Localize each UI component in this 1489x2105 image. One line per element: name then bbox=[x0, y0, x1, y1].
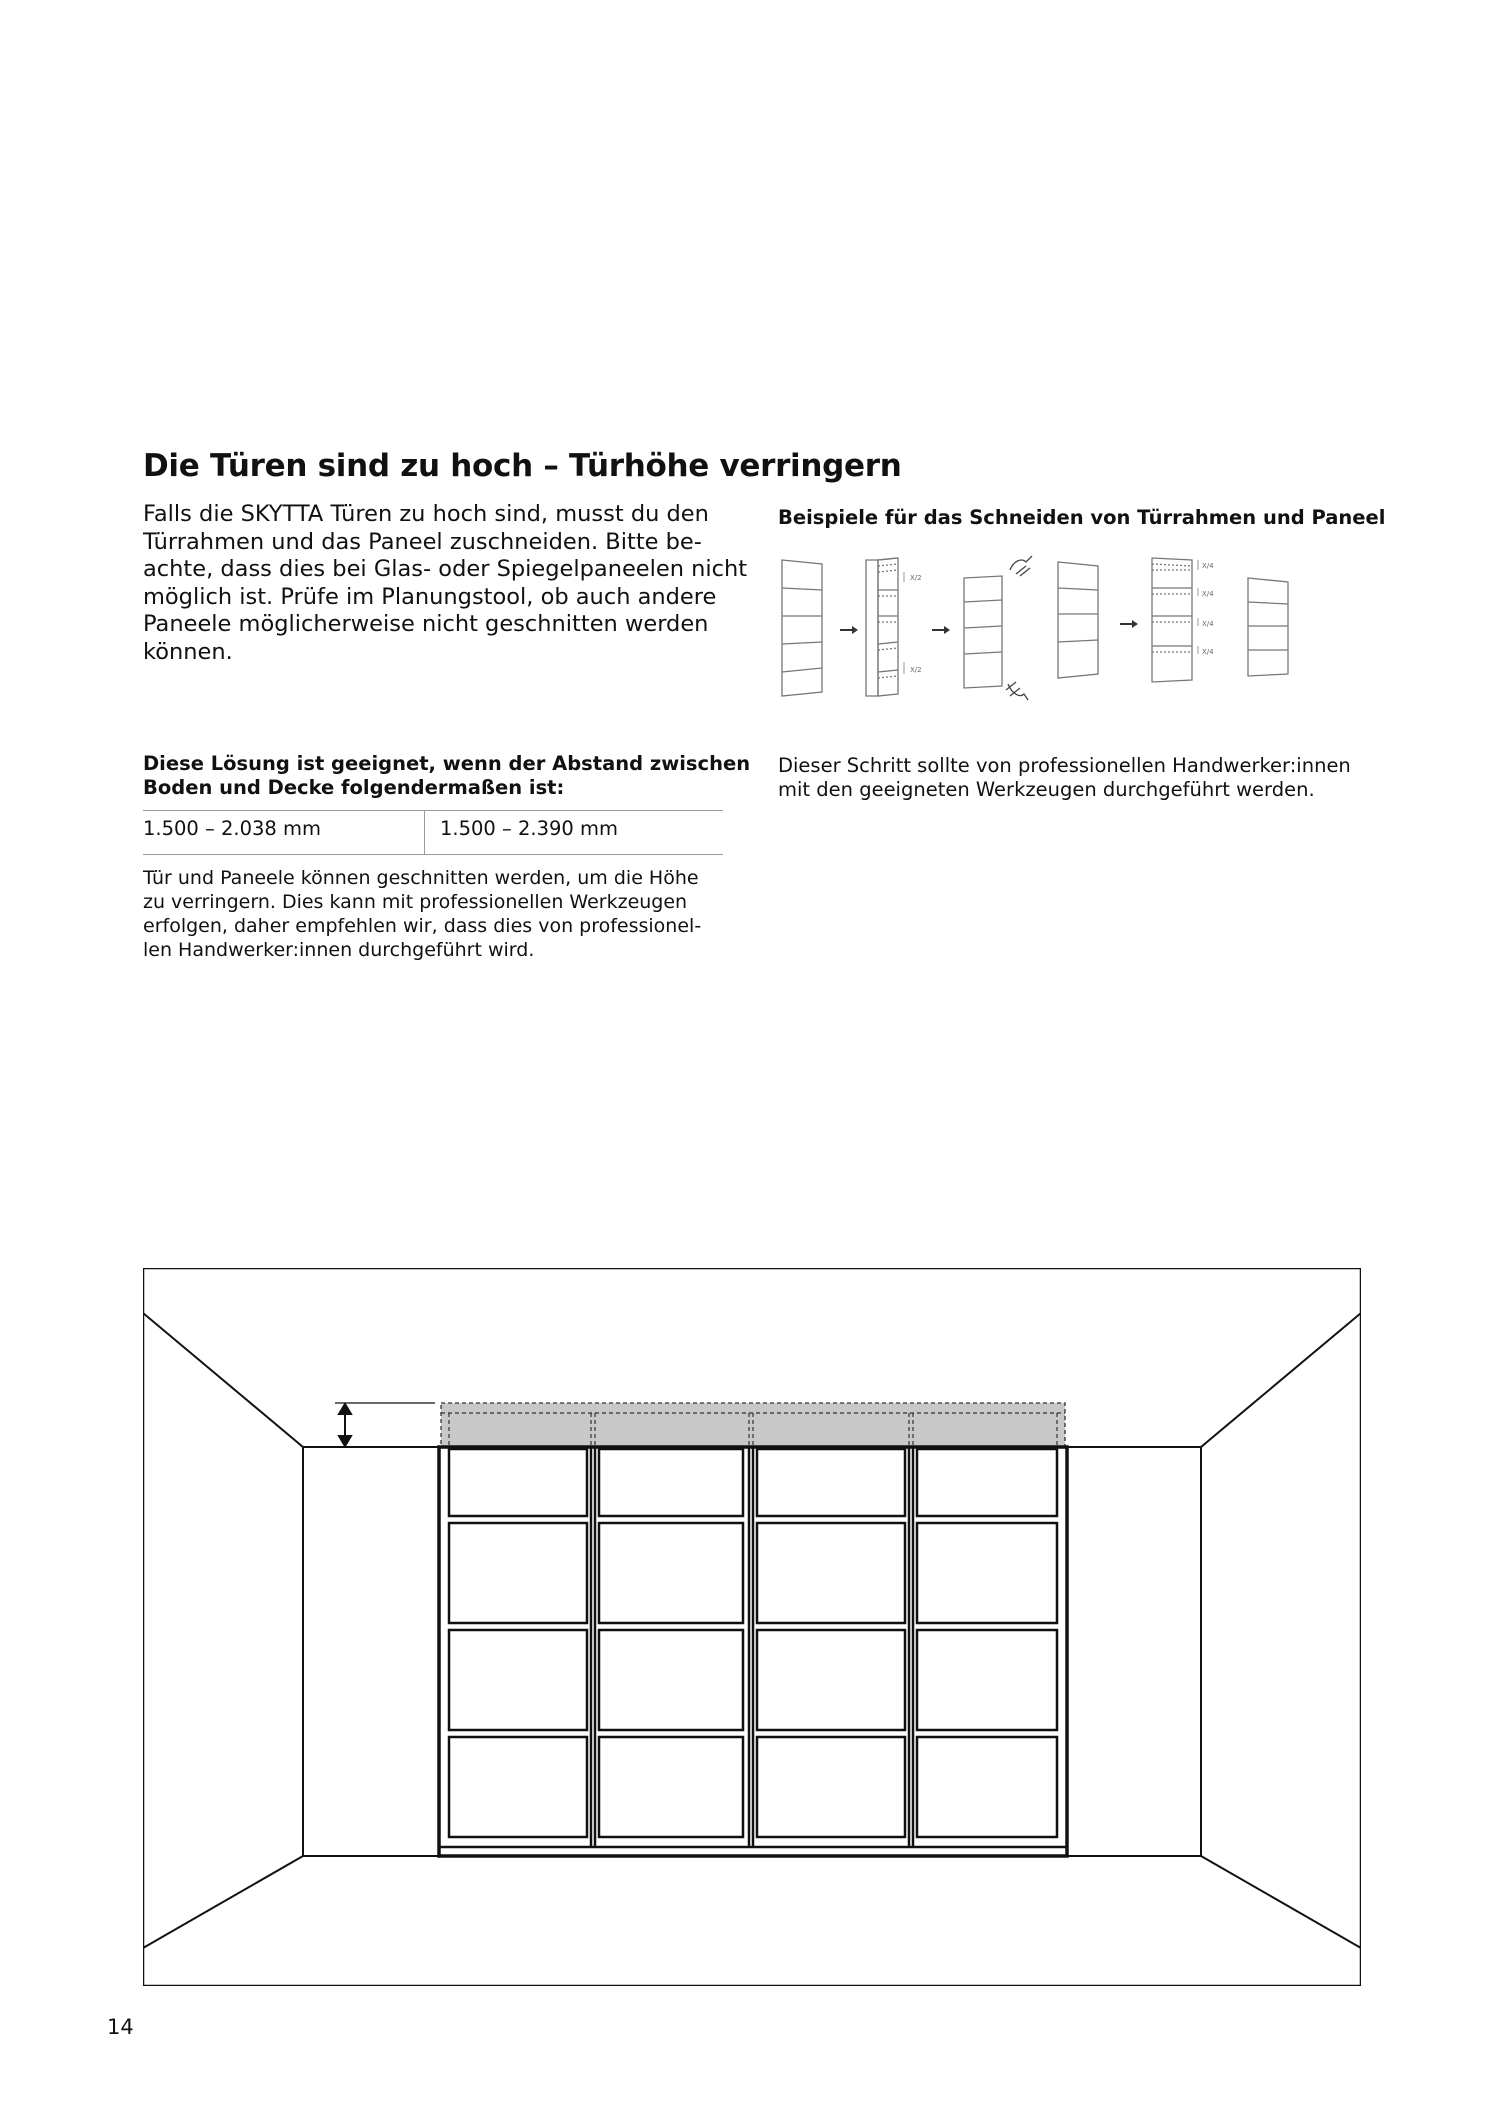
cut-label: X/2 bbox=[910, 574, 922, 582]
door-marked-1 bbox=[866, 558, 898, 696]
note-line: Tür und Paneele können geschnitten werden, um die Höhe bbox=[143, 867, 699, 889]
professional-note bbox=[778, 754, 1351, 802]
cut-label: X/4 bbox=[1202, 620, 1214, 628]
table-divider bbox=[424, 810, 425, 854]
intro-line: achte, dass dies bei Glas- oder Spiegelpaneelen nicht bbox=[143, 556, 748, 582]
section-title: Die Türen sind zu hoch – Türhöhe verringern bbox=[143, 448, 902, 484]
suitability-heading-line: Boden und Decke folgendermaßen ist: bbox=[143, 776, 565, 799]
professional-note-line: Dieser Schritt sollte von professionellen Handwerker:innen bbox=[778, 754, 1351, 777]
cut-label: X/4 bbox=[1202, 648, 1214, 656]
intro-line: möglich ist. Prüfe im Planungstool, ob auch andere bbox=[143, 583, 717, 610]
intro-paragraph bbox=[143, 501, 748, 666]
intro-line: Falls die SKYTTA Türen zu hoch sind, musst du den bbox=[143, 501, 709, 527]
arrow-right-icon bbox=[932, 626, 950, 634]
suitability-heading bbox=[143, 752, 750, 800]
table-bottom-rule bbox=[143, 854, 723, 855]
range-cell-1: 1.500 – 2.038 mm bbox=[143, 817, 321, 840]
intro-line: können. bbox=[143, 638, 233, 665]
cut-label: X/4 bbox=[1202, 562, 1214, 570]
hand-tool-icon bbox=[1006, 682, 1028, 700]
examples-title: Beispiele für das Schneiden von Türrahmen und Paneel bbox=[778, 506, 1386, 529]
intro-line: Türrahmen und das Paneel zuschneiden. Bitte be- bbox=[143, 528, 702, 555]
suitability-note bbox=[143, 866, 701, 962]
note-line: erfolgen, daher empfehlen wir, dass dies von professionel- bbox=[143, 915, 702, 937]
door-cut-2 bbox=[1248, 578, 1288, 676]
cut-label: X/4 bbox=[1202, 590, 1214, 598]
intro-line: Paneele möglicherweise nicht geschnitten werden bbox=[143, 611, 709, 637]
suitability-heading-line: Diese Lösung ist geeignet, wenn der Abstand zwischen bbox=[143, 752, 751, 775]
cutting-examples-illustration bbox=[770, 552, 1330, 712]
range-cell-2: 1.500 – 2.390 mm bbox=[440, 817, 618, 840]
door-cut-1 bbox=[964, 576, 1002, 688]
note-line: zu verringern. Dies kann mit professionellen Werkzeugen bbox=[143, 891, 688, 913]
hand-tool-icon bbox=[1010, 556, 1032, 576]
cut-zone bbox=[441, 1403, 1065, 1447]
room-diagram bbox=[143, 1268, 1361, 1986]
door-marked-2 bbox=[1152, 558, 1192, 682]
door-original-2 bbox=[1058, 562, 1098, 678]
arrow-right-icon bbox=[1120, 620, 1138, 628]
page-number: 14 bbox=[107, 2015, 134, 2039]
professional-note-line: mit den geeigneten Werkzeugen durchgeführt werden. bbox=[778, 778, 1315, 801]
arrow-right-icon bbox=[840, 626, 858, 634]
cut-label: X/2 bbox=[910, 666, 922, 674]
door-original-1 bbox=[782, 560, 822, 696]
note-line: len Handwerker:innen durchgeführt wird. bbox=[143, 939, 535, 961]
table-top-rule bbox=[143, 810, 723, 811]
